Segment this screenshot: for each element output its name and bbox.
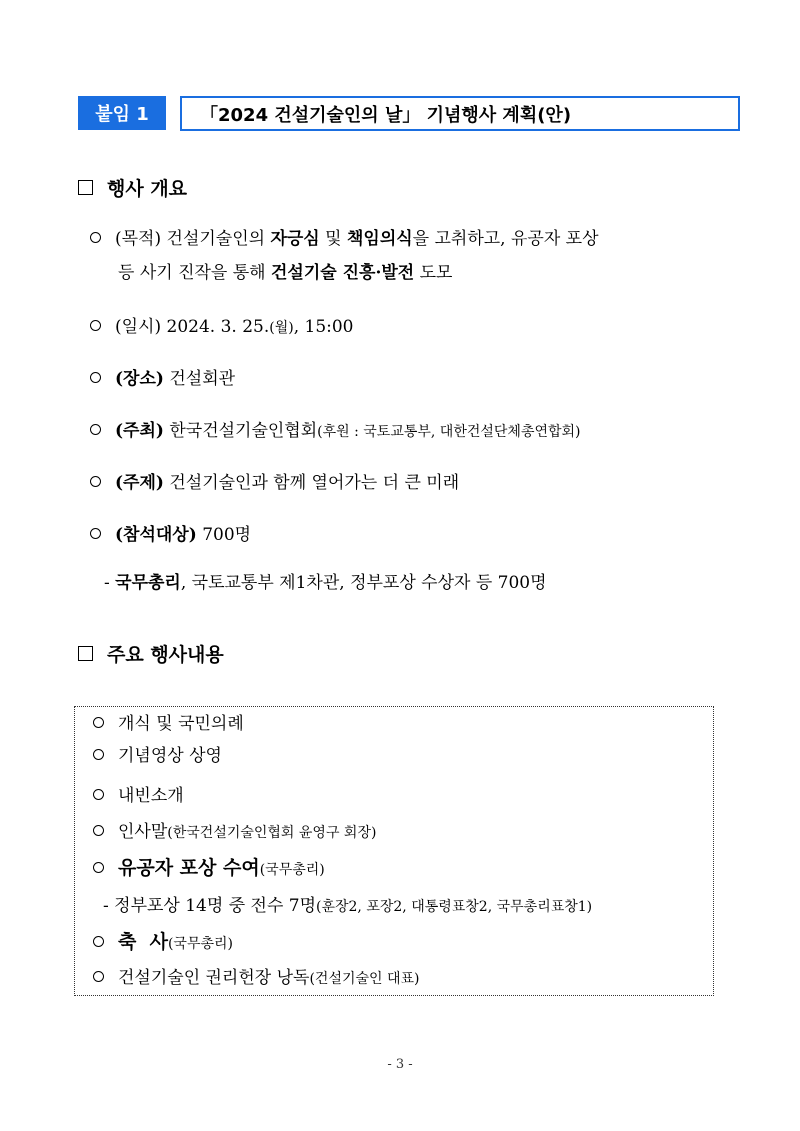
program-item-congrats bbox=[93, 927, 233, 959]
text-small: (훈장2, 포장2, 대통령표창2, 국무총리표창1) bbox=[316, 899, 593, 915]
circle-bullet-icon bbox=[93, 862, 104, 873]
text: 등 사기 진작을 통해 bbox=[118, 263, 271, 283]
circle-bullet-icon bbox=[90, 476, 101, 487]
overview-item-host bbox=[90, 414, 581, 449]
text: - bbox=[104, 573, 116, 593]
attachment-badge: 붙임 1 bbox=[78, 96, 166, 130]
item-label: (주최) bbox=[115, 421, 164, 441]
text-bold: 자긍심 bbox=[270, 229, 320, 249]
program-item-video bbox=[93, 741, 222, 771]
text: 건설기술인의 bbox=[166, 229, 271, 249]
text: 도모 bbox=[414, 263, 453, 283]
text: 한국건설기술인협회 bbox=[169, 421, 318, 441]
text: - 정부포상 14명 중 전수 7명 bbox=[103, 896, 317, 916]
section-heading-text: 주요 행사내용 bbox=[107, 644, 224, 666]
text-small: (국무총리) bbox=[259, 862, 325, 878]
text-small: (후원 : 국토교통부, 대한건설단체총연합회) bbox=[317, 424, 581, 440]
document-title: 「2024 건설기술인의 날」 기념행사 계획(안) bbox=[180, 96, 740, 131]
text: , 15:00 bbox=[293, 317, 354, 337]
text: 건설기술인 권리헌장 낭독 bbox=[118, 968, 310, 988]
program-item-award-detail bbox=[103, 891, 592, 922]
program-box bbox=[74, 706, 714, 996]
text-small: (월) bbox=[269, 320, 294, 336]
circle-bullet-icon bbox=[90, 424, 101, 435]
overview-item-attendees bbox=[90, 518, 251, 552]
overview-item-venue bbox=[90, 362, 235, 396]
text-small: (국무총리) bbox=[167, 936, 233, 952]
circle-bullet-icon bbox=[90, 372, 101, 383]
overview-item-purpose-continued bbox=[118, 256, 452, 290]
circle-bullet-icon bbox=[93, 789, 104, 800]
section-heading-overview bbox=[78, 174, 187, 201]
circle-bullet-icon bbox=[93, 971, 104, 982]
circle-bullet-icon bbox=[93, 717, 104, 728]
section-heading-program bbox=[78, 640, 224, 667]
section-heading-text: 행사 개요 bbox=[107, 178, 188, 200]
program-item-greeting bbox=[93, 817, 376, 848]
item-label: (참석대상) bbox=[115, 525, 197, 545]
text: 건설기술인과 함께 열어가는 더 큰 미래 bbox=[169, 473, 460, 493]
circle-bullet-icon bbox=[90, 320, 101, 331]
text: 700명 bbox=[202, 525, 252, 545]
text: 을 고취하고, 유공자 포상 bbox=[412, 229, 599, 249]
program-item-opening bbox=[93, 709, 244, 739]
overview-item-date bbox=[90, 310, 354, 345]
program-item-charter bbox=[93, 963, 420, 994]
text: 개식 및 국민의례 bbox=[118, 714, 244, 734]
item-label: (장소) bbox=[115, 369, 164, 389]
circle-bullet-icon bbox=[93, 936, 104, 947]
text-small: (한국건설기술인협회 윤영구 회장) bbox=[167, 825, 377, 841]
program-item-guests bbox=[93, 781, 184, 811]
circle-bullet-icon bbox=[90, 232, 101, 243]
circle-bullet-icon bbox=[90, 528, 101, 539]
square-bullet-icon bbox=[78, 180, 93, 195]
text: 인사말 bbox=[118, 822, 168, 842]
text-bold: 국무총리 bbox=[115, 573, 181, 593]
overview-item-attendees-detail bbox=[104, 566, 547, 600]
text: 2024. 3. 25. bbox=[166, 317, 270, 337]
overview-item-theme bbox=[90, 466, 459, 500]
item-label: (목적) bbox=[115, 229, 162, 249]
circle-bullet-icon bbox=[93, 749, 104, 760]
text: 내빈소개 bbox=[118, 786, 184, 806]
overview-item-purpose bbox=[90, 222, 599, 256]
text-small: (건설기술인 대표) bbox=[309, 971, 420, 987]
text-bold: 유공자 포상 수여 bbox=[118, 857, 260, 879]
text-bold: 건설기술 진흥·발전 bbox=[271, 263, 415, 283]
item-label: (일시) bbox=[115, 317, 162, 337]
text: 건설회관 bbox=[169, 369, 236, 389]
text: 기념영상 상영 bbox=[118, 746, 222, 766]
circle-bullet-icon bbox=[93, 825, 104, 836]
square-bullet-icon bbox=[78, 646, 93, 661]
program-item-award bbox=[93, 853, 325, 885]
text-bold: 책임의식 bbox=[346, 229, 413, 249]
text: 및 bbox=[319, 229, 347, 249]
text-bold: 축 사 bbox=[118, 931, 168, 953]
text: , 국토교통부 제1차관, 정부포상 수상자 등 700명 bbox=[180, 573, 547, 593]
item-label: (주제) bbox=[115, 473, 164, 493]
page-number: - 3 - bbox=[387, 1057, 413, 1072]
